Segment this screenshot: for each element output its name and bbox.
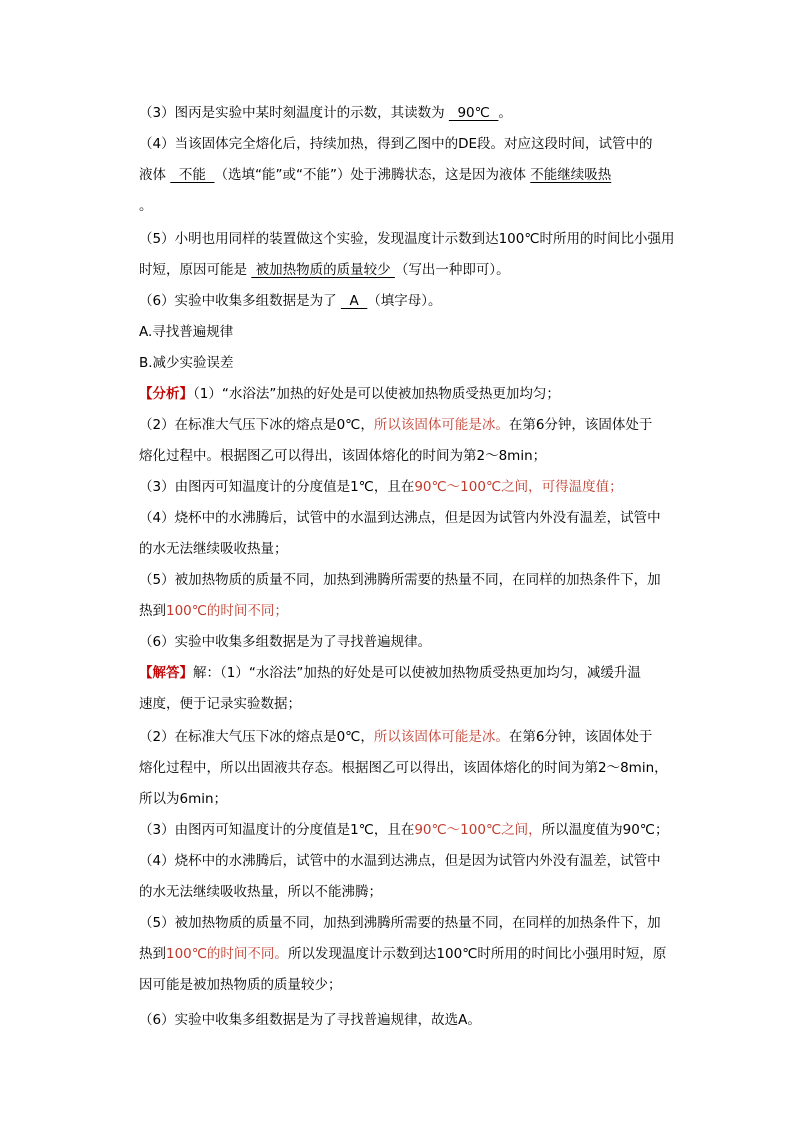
- answer-blank: 被加热物质的质量较少: [251, 262, 395, 278]
- answer-blank: 不能: [170, 167, 215, 183]
- solution-2-end: 所以为6min；: [139, 791, 228, 807]
- question-5-cont: 时短，原因可能是 被加热物质的质量较少 （写出一种即可）。: [139, 262, 510, 278]
- option-a: A.寻找普遍规律: [139, 324, 234, 340]
- question-4: （4）当该固体完全熔化后，持续加热，得到乙图中的DE段。对应这段时间，试管中的: [139, 136, 653, 152]
- solution-4-cont: 的水无法继续吸收热量，所以不能沸腾；: [139, 884, 382, 900]
- solution-1: 【解答】解：（1）“水浴法”加热的好处是可以使被加热物质受热更加均匀，减缓升温: [139, 665, 641, 681]
- solution-2-cont: 熔化过程中，所以出固液共存态。根据图乙可以得出，该固体熔化的时间为第2～8min，: [139, 760, 668, 776]
- analysis-2-cont: 熔化过程中。根据图乙可以得出，该固体熔化的时间为第2～8min；: [139, 448, 547, 464]
- analysis-1: 【分析】（1）“水浴法”加热的好处是可以使被加热物质受热更加均匀；: [139, 386, 560, 402]
- question-3: （3）图丙是实验中某时刻温度计的示数，其读数为 90℃ 。: [139, 105, 512, 121]
- solution-3: （3）由图丙可知温度计的分度值是1℃，且在90℃～100℃之间，所以温度值为90℃；: [139, 822, 669, 838]
- analysis-3: （3）由图丙可知温度计的分度值是1℃，且在90℃～100℃之间，可得温度值；: [139, 479, 623, 495]
- answer-blank: 90℃: [448, 105, 499, 121]
- answer-blank: 不能继续吸热: [530, 167, 612, 183]
- solution-6: （6）实验中收集多组数据是为了寻找普遍规律，故选A。: [139, 1012, 481, 1028]
- solution-5-end: 因可能是被加热物质的质量较少；: [139, 977, 342, 993]
- analysis-tag: 【分析】: [139, 386, 193, 402]
- question-5: （5）小明也用同样的装置做这个实验，发现温度计示数到达100℃时所用的时间比小强用: [139, 231, 675, 247]
- solution-2: （2）在标准大气压下冰的熔点是0℃，所以该固体可能是冰。在第6分钟，该固体处于: [139, 729, 653, 745]
- answer-blank: A: [340, 293, 368, 309]
- question-4-end: 。: [139, 198, 153, 214]
- solution-tag: 【解答】: [139, 665, 193, 681]
- question-6: （6）实验中收集多组数据是为了 A （填字母）。: [139, 293, 442, 309]
- analysis-5: （5）被加热物质的质量不同，加热到沸腾所需要的热量不同，在同样的加热条件下，加: [139, 572, 661, 588]
- question-4-cont: 液体 不能 （选填“能”或“不能”）处于沸腾状态，这是因为液体 不能继续吸热: [139, 167, 612, 183]
- analysis-4: （4）烧杯中的水沸腾后，试管中的水温到达沸点，但是因为试管内外没有温差，试管中: [139, 510, 661, 526]
- analysis-4-cont: 的水无法继续吸收热量；: [139, 541, 288, 557]
- solution-1-cont: 速度，便于记录实验数据；: [139, 696, 301, 712]
- solution-5: （5）被加热物质的质量不同，加热到沸腾所需要的热量不同，在同样的加热条件下，加: [139, 915, 661, 931]
- analysis-6: （6）实验中收集多组数据是为了寻找普遍规律。: [139, 634, 432, 650]
- analysis-5-cont: 热到100℃的时间不同；: [139, 603, 288, 619]
- option-b: B.减少实验误差: [139, 355, 234, 371]
- solution-5-cont: 热到100℃的时间不同。所以发现温度计示数到达100℃时所用的时间比小强用时短，原: [139, 946, 667, 962]
- analysis-2: （2）在标准大气压下冰的熔点是0℃，所以该固体可能是冰。在第6分钟，该固体处于: [139, 417, 653, 433]
- solution-4: （4）烧杯中的水沸腾后，试管中的水温到达沸点，但是因为试管内外没有温差，试管中: [139, 853, 661, 869]
